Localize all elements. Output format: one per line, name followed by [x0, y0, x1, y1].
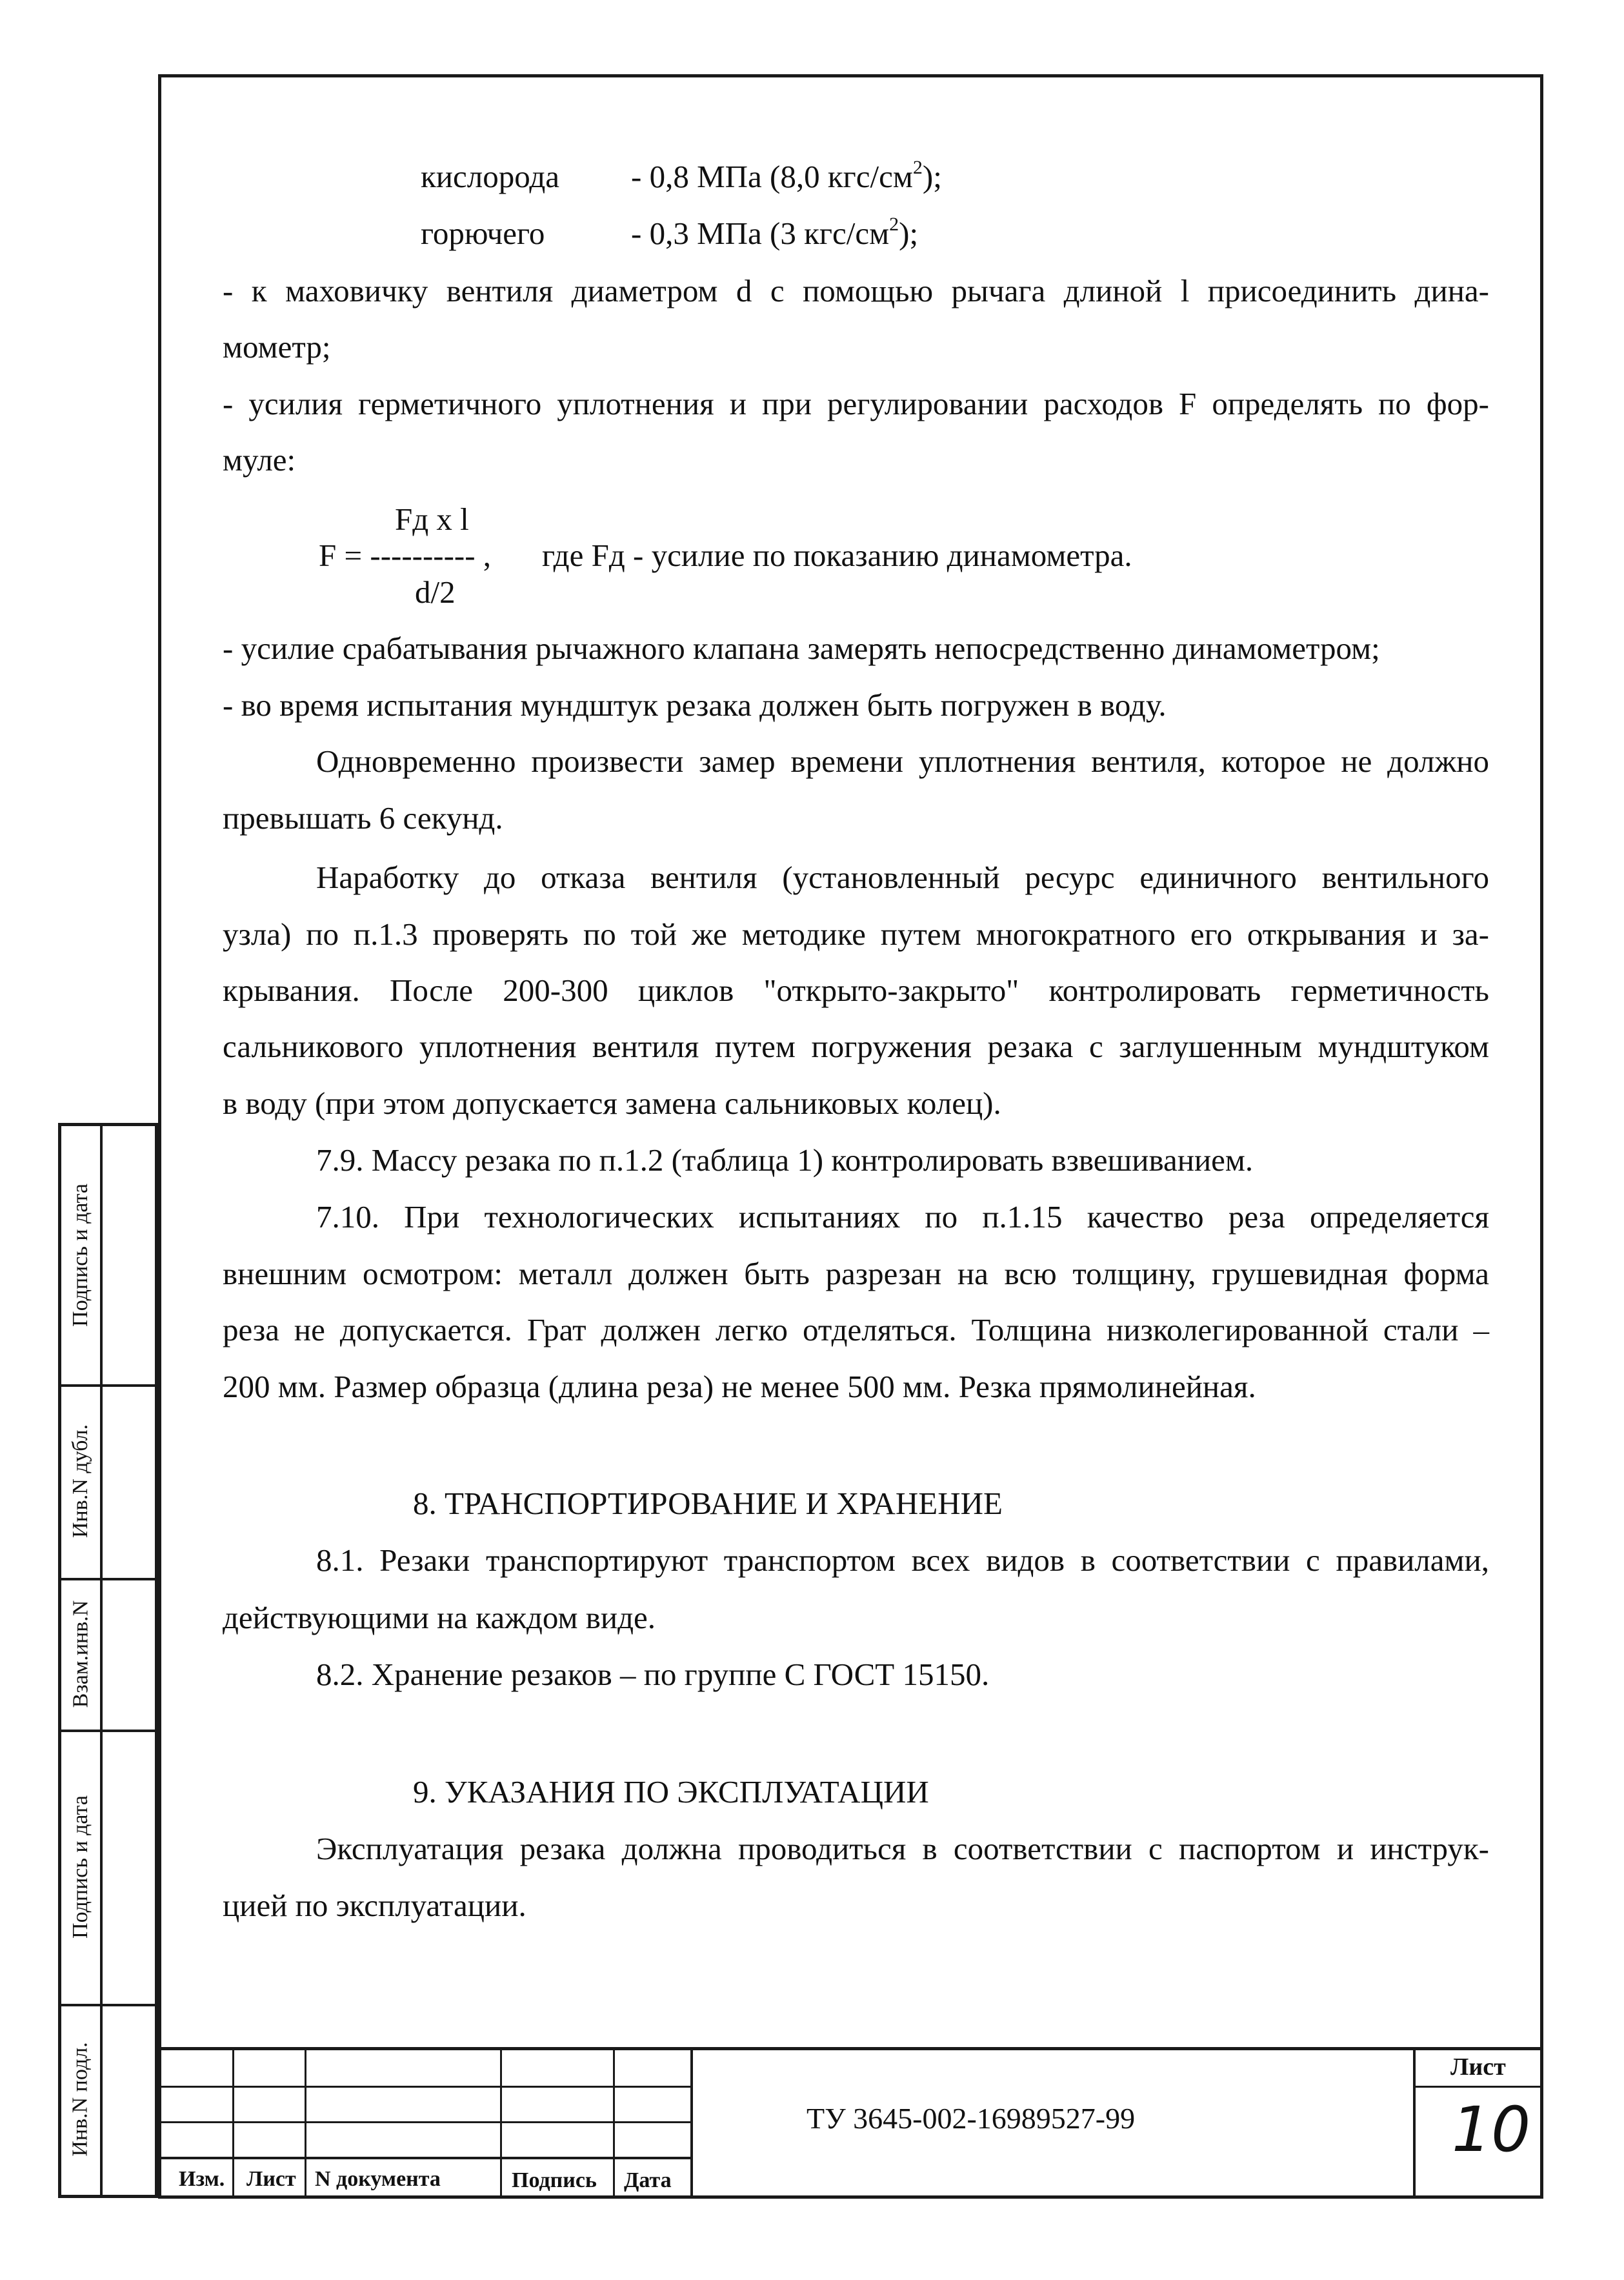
- strip-label-inv-dubl: Инв.N дубл.: [68, 1424, 93, 1538]
- paragraph-line: реза не допускается. Грат должен легко отделяться. Толщина низколегированной стали –: [223, 1312, 1489, 1347]
- col-doc-label: N документа: [315, 2167, 441, 2191]
- paragraph-line: сальникового уплотнения вентиля путем погружения резака с заглушенным мундштуком: [223, 1029, 1489, 1064]
- paragraph-line: 7.10. При технологических испытаниях по п.1.15 качество реза определяется: [316, 1199, 1489, 1235]
- tb-line: [158, 2086, 690, 2088]
- oxygen-label: кислорода: [421, 159, 559, 194]
- paragraph-line: - во время испытания мундштук резака должен быть погружен в воду.: [223, 687, 1167, 723]
- formula-numerator: Fд x l: [395, 501, 469, 537]
- tb-line: [1413, 2086, 1543, 2088]
- tb-line: [500, 2047, 502, 2199]
- paragraph-line: мометр;: [223, 329, 331, 365]
- paragraph-line: внешним осмотром: металл должен быть разрезан на всю толщину, грушевидная форма: [223, 1256, 1489, 1291]
- paragraph-line: в воду (при этом допускается замена сальниковых колец).: [223, 1085, 1001, 1121]
- sheet-number: 10: [1452, 2093, 1531, 2166]
- col-izm-label: Изм.: [179, 2167, 225, 2191]
- title-block: [158, 2047, 1543, 2199]
- strip-label-sign-date: Подпись и дата: [68, 1184, 92, 1327]
- paragraph-line: муле:: [223, 442, 296, 478]
- paragraph-line: Наработку до отказа вентиля (установленный ресурс единичного вентильного: [316, 860, 1489, 895]
- tb-line: [232, 2047, 234, 2199]
- formula-description: где Fд - усилие по показанию динамометра.: [542, 538, 1132, 573]
- strip-label-inv-podl: Инв.N подл.: [68, 2042, 92, 2157]
- tb-line: [158, 2121, 690, 2123]
- tb-line: [158, 2157, 690, 2159]
- formula-denominator: d/2: [415, 574, 456, 610]
- paragraph-line: 200 мм. Размер образца (длина реза) не менее 500 мм. Резка прямолинейная.: [223, 1369, 1256, 1404]
- section-heading-8: 8. ТРАНСПОРТИРОВАНИЕ И ХРАНЕНИЕ: [413, 1486, 1003, 1521]
- formula-lhs: F = ---------- ,: [319, 538, 492, 573]
- paragraph-line: - к маховичку вентиля диаметром d с помощью рычага длиной l присоединить дина-: [223, 273, 1489, 308]
- sheet-label: Лист: [1450, 2053, 1506, 2081]
- paragraph-line: Одновременно произвести замер времени уплотнения вентиля, которое не должно: [316, 743, 1489, 779]
- fuel-label: горючего: [421, 216, 545, 251]
- paragraph-line: превышать 6 секунд.: [223, 800, 503, 836]
- tb-line: [305, 2047, 306, 2199]
- section-heading-9: 9. УКАЗАНИЯ ПО ЭКСПЛУАТАЦИИ: [413, 1774, 929, 1810]
- paragraph-line: - усилия герметичного уплотнения и при регулировании расходов F определять по фор-: [223, 386, 1489, 421]
- strip-label-vzam-inv: Взам.инв.N: [68, 1600, 92, 1708]
- paragraph-line: действующими на каждом виде.: [223, 1600, 656, 1635]
- paragraph-line: - усилие срабатывания рычажного клапана замерять непосредственно динамометром;: [223, 631, 1380, 666]
- paragraph-line: узла) по п.1.3 проверять по той же методике путем многократного его открывания и за-: [223, 916, 1489, 952]
- paragraph-line: Эксплуатация резака должна проводиться в соответствии с паспортом и инструк-: [316, 1831, 1489, 1866]
- tb-line: [158, 2047, 1543, 2050]
- tb-line: [613, 2047, 615, 2199]
- paragraph-line: крывания. После 200-300 циклов "открыто-закрыто" контролировать герметичность: [223, 973, 1489, 1008]
- col-date-label: Дата: [624, 2168, 672, 2192]
- strip-column-divider: [100, 1126, 103, 2195]
- col-sign-label: Подпись: [512, 2168, 597, 2192]
- oxygen-value: - 0,8 МПа (8,0 кгс/$см^2$);: [631, 156, 942, 194]
- tb-line: [690, 2047, 693, 2199]
- paragraph-line: 7.9. Массу резака по п.1.2 (таблица 1) контролировать взвешиванием.: [316, 1142, 1254, 1178]
- tb-line: [1413, 2047, 1416, 2199]
- strip-label-sign-date-2: Подпись и дата: [68, 1795, 92, 1939]
- side-stamp-strip: [58, 1123, 158, 2198]
- document-code: ТУ 3645-002-16989527-99: [807, 2102, 1136, 2135]
- paragraph-line: 8.2. Хранение резаков – по группе С ГОСТ 15150.: [316, 1657, 990, 1692]
- col-list-label: Лист: [246, 2167, 296, 2191]
- fuel-value: - 0,3 МПа (3 кгс/$см^2$);: [631, 213, 919, 251]
- paragraph-line: цией по эксплуатации.: [223, 1888, 526, 1923]
- paragraph-line: 8.1. Резаки транспортируют транспортом всех видов в соответствии с правилами,: [316, 1542, 1489, 1578]
